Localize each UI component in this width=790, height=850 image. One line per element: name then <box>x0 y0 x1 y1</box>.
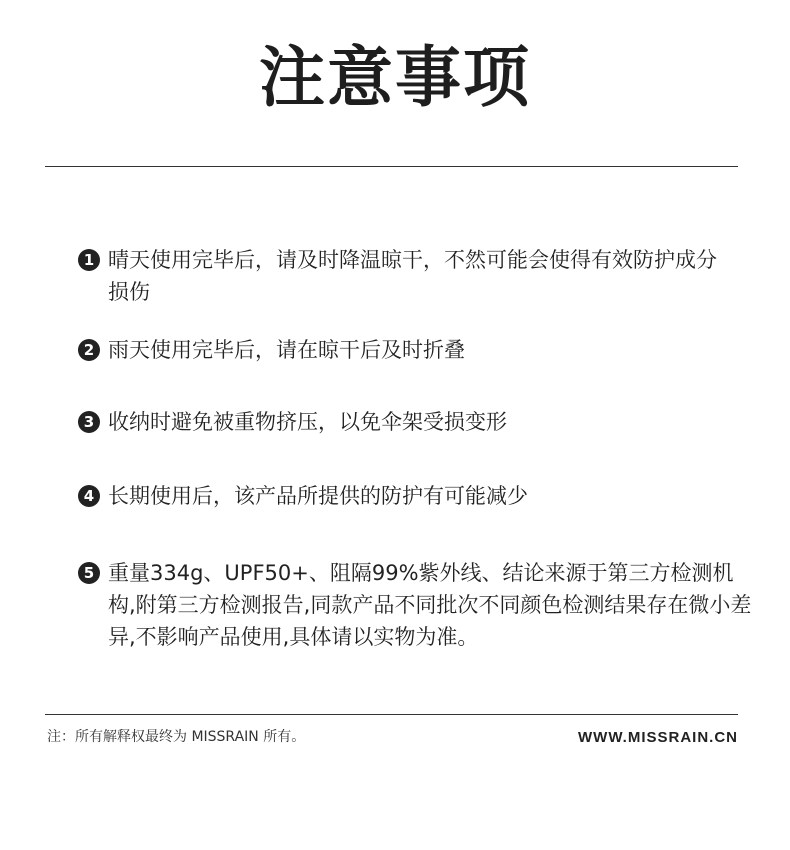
top-divider <box>45 166 738 167</box>
footer-note: 注：所有解释权最终为 MISSRAIN 所有。 <box>47 729 306 745</box>
page-title: 注意事项 <box>259 39 531 116</box>
notice-item-4 <box>78 480 758 512</box>
notice-text-3: 收纳时避免被重物挤压，以免伞架受损变形 <box>108 410 507 434</box>
notice-text-4: 长期使用后，该产品所提供的防护有可能减少 <box>108 484 528 508</box>
notice-item-1 <box>78 244 738 308</box>
bottom-divider <box>45 714 738 715</box>
number-badge-3: 3 <box>78 411 100 433</box>
number-badge-2: 2 <box>78 339 100 361</box>
notice-text-5: 重量334g、UPF50+、阻隔99%紫外线、结论来源于第三方检测机构,附第三方检测报告,同款产品不同批次不同颜色检测结果存在微小差异,不影响产品使用,具体请以实物为准。 <box>108 561 752 649</box>
notice-text-2: 雨天使用完毕后，请在晾干后及时折叠 <box>108 338 465 362</box>
notice-text-1: 晴天使用完毕后，请及时降温晾干，不然可能会使得有效防护成分损伤 <box>108 248 717 304</box>
number-badge-1: 1 <box>78 249 100 271</box>
number-badge-5: 5 <box>78 562 100 584</box>
notice-item-2 <box>78 334 758 366</box>
number-badge-4: 4 <box>78 485 100 507</box>
notice-item-3 <box>78 406 758 438</box>
website-link[interactable]: WWW.MISSRAIN.CN <box>578 729 738 746</box>
notice-item-5 <box>78 557 758 653</box>
